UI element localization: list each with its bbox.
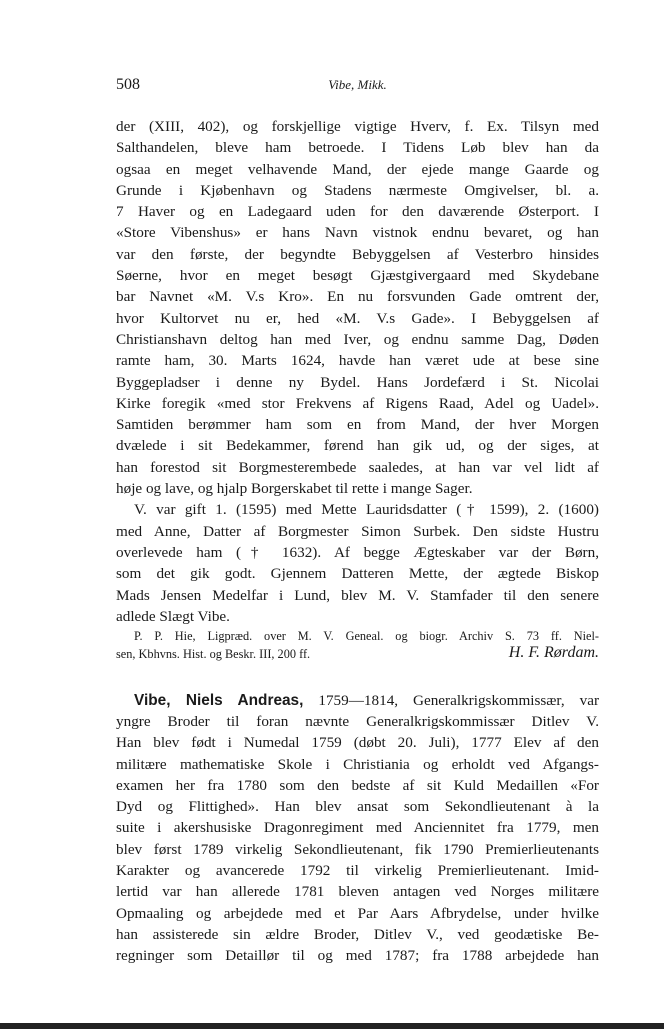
text-line: Mads Jensen Medelfar i Lund, blev M. V. Stamfader til den senere bbox=[116, 586, 599, 604]
text-line: dvælede i sit Bedekammer, førend han gik ud, og der siges, at bbox=[116, 437, 599, 455]
entry-mikkel-vibe-continued bbox=[116, 116, 599, 627]
text-line: examen her fra 1780 som den bedste af sit Kuld Medaillen «For bbox=[116, 776, 599, 794]
author-signature: H. F. Rørdam. bbox=[508, 643, 599, 661]
scan-bottom-border bbox=[0, 1023, 664, 1029]
entry-separator bbox=[116, 664, 599, 690]
reference-line: P. P. Hie, Ligpræd. over M. V. Geneal. og biogr. Archiv S. 73 ff. Niel- bbox=[134, 629, 599, 644]
entry-headword: Vibe, Niels Andreas, bbox=[134, 691, 304, 709]
text-line: lertid var han allerede 1781 bleven antagen ved Norges militære bbox=[116, 883, 599, 901]
text-line: som det gik godt. Gjennem Datteren Mette, der ægtede Biskop bbox=[116, 565, 599, 583]
text-line: ramte ham, 30. Marts 1624, havde han været ude at bese sine bbox=[116, 352, 599, 370]
running-head bbox=[116, 76, 599, 98]
text-line: bar Navnet «M. V.s Kro». En nu forsvunden Gade omtrent der, bbox=[116, 288, 599, 306]
reference-text: sen, Kbhvns. Hist. og Beskr. III, 200 ff. bbox=[116, 646, 311, 661]
text-line: yngre Broder til foran nævnte Generalkrigskommissær Ditlev V. bbox=[116, 712, 599, 730]
text-line: overlevede ham († 1632). Af begge Ægteskaber var der Børn, bbox=[116, 543, 599, 561]
text-line: ogsaa en meget velhavende Mand, der ejede mange Gaarde og bbox=[116, 160, 599, 178]
text-line: 7 Haver og en Ladegaard uden for den daværende Østerport. I bbox=[116, 203, 599, 221]
text-line: adlede Slægt Vibe. bbox=[116, 607, 230, 625]
book-page bbox=[116, 76, 599, 966]
text-line: V. var gift 1. (1595) med Mette Lauridsdatter († 1599), 2. (1600) bbox=[134, 501, 599, 519]
text-line: «Store Vibenshus» er hans Navn vistnok endnu bevaret, og han bbox=[116, 224, 599, 242]
text-line: Dyd og Flittighed». Han blev ansat som Sekondlieutenant à la bbox=[116, 798, 599, 816]
reference-line bbox=[116, 643, 599, 664]
entry-niels-andreas-vibe bbox=[116, 690, 599, 967]
text-line: Opmaaling og arbejdede med et Par Aars Afbrydelse, under hvilke bbox=[116, 904, 599, 922]
text-line: suite i akershusiske Dragonregiment med Anciennitet fra 1779, men bbox=[116, 819, 599, 837]
text-line: høje og lave, og hjalp Borgerskabet til rette i mange Sager. bbox=[116, 480, 473, 498]
text-line: Byggepladser i denne ny Bydel. Hans Jordefærd i St. Nicolai bbox=[116, 373, 599, 391]
text-line: han assisterede sin ældre Broder, Ditlev V., ved geodætiske Be- bbox=[116, 925, 599, 943]
text-line: Han blev født i Numedal 1759 (døbt 20. Juli), 1777 Elev af den bbox=[116, 734, 599, 752]
text-line: med Anne, Datter af Borgmester Simon Surbek. Den sidste Hustru bbox=[116, 522, 599, 540]
page-number: 508 bbox=[116, 76, 140, 93]
text-line: Karakter og avancerede 1792 til virkelig Premierlieutenant. Imid- bbox=[116, 862, 599, 879]
text-line: militære mathematiske Skole i Christiania og erholdt ved Afgangs- bbox=[116, 755, 599, 773]
text-line: var den første, der begyndte Bebyggelsen af Vesterbro hinsides bbox=[116, 245, 599, 263]
text-line: Grunde i Kjøbenhavn og Stadens nærmeste Omgivelser, bl. a. bbox=[116, 181, 599, 199]
running-title: Vibe, Mikk. bbox=[328, 77, 387, 92]
text-line: Salthandelen, bleve ham betroede. I Tidens Løb blev han da bbox=[116, 139, 599, 157]
references bbox=[116, 628, 599, 664]
text-line: Samtiden berømmer ham som en from Mand, der hver Morgen bbox=[116, 416, 599, 434]
text-line: blev først 1789 virkelig Sekondlieutenant, fik 1790 Premierlieutenants bbox=[116, 840, 599, 858]
entry-first-line-text: 1759—1814, Generalkrigskommissær, var bbox=[318, 691, 599, 709]
text-line: Kirke foregik «med stor Frekvens af Rigens Raad, Adel og Uadel». bbox=[116, 394, 599, 412]
text-line: regninger som Detaillør til og med 1787; fra 1788 arbejdede han bbox=[116, 947, 599, 965]
entry-first-line bbox=[116, 690, 599, 711]
text-line: Søerne, hvor en meget besøgt Gjæstgivergaard med Skydebane bbox=[116, 267, 599, 285]
text-line: han forestod sit Borgmesterembede saaledes, at han var vel lidt af bbox=[116, 458, 599, 476]
text-line: der (XIII, 402), og forskjellige vigtige Hverv, f. Ex. Tilsyn med bbox=[116, 118, 599, 135]
text-line: Christianshavn deltog han med Iver, og endnu samme Dag, Døden bbox=[116, 330, 599, 348]
text-line: hvor Kultorvet nu er, hed «M. V.s Gade». I Bebyggelsen af bbox=[116, 309, 599, 327]
